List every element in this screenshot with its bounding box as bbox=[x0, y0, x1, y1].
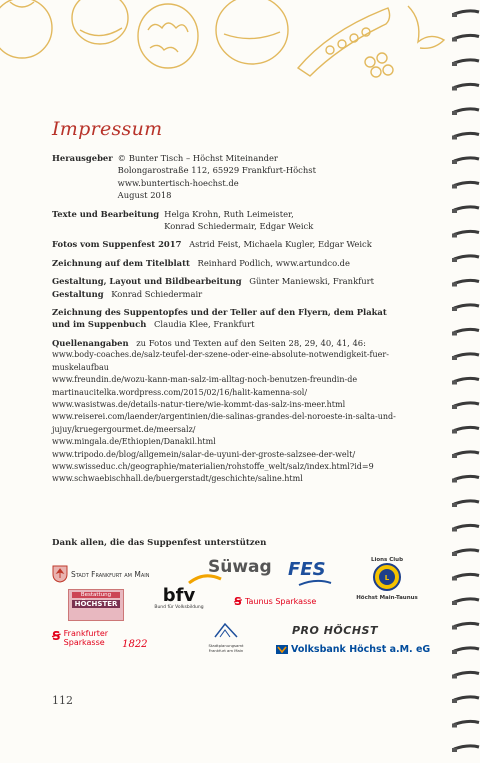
binding-ring bbox=[454, 452, 479, 455]
suewag-text: Süwag bbox=[208, 557, 272, 577]
binding-hole bbox=[452, 209, 457, 213]
binding-ring bbox=[454, 746, 479, 749]
binding-hole bbox=[452, 577, 457, 581]
frankfurter-sparkasse-text-2: Sparkasse bbox=[63, 638, 105, 647]
bfv-sub-text: Bund für Volksbildung bbox=[154, 605, 204, 610]
binding-hole bbox=[452, 13, 457, 17]
frankfurter-sparkasse-logo bbox=[52, 629, 148, 650]
source-url: www.reiserei.com/laender/argentinien/die-salinas-grandes-del-noroeste-in-salta-und- bbox=[52, 412, 396, 422]
binding-ring bbox=[454, 574, 479, 577]
texte-label: Texte und Bearbeitung bbox=[52, 208, 160, 219]
gestaltung-label-2: Gestaltung bbox=[52, 288, 104, 299]
binding-ring bbox=[454, 158, 479, 161]
binding-ring bbox=[454, 280, 479, 283]
spiral-binding bbox=[450, 0, 480, 763]
binding-hole bbox=[452, 601, 457, 605]
texte-block bbox=[52, 208, 430, 233]
tomato-sketch bbox=[0, 0, 52, 58]
binding-ring bbox=[454, 207, 479, 210]
binding-ring bbox=[454, 378, 479, 381]
fotos-value: Astrid Feist, Michaela Kugler, Edgar Weick bbox=[189, 239, 372, 250]
binding-hole bbox=[452, 724, 457, 728]
binding-hole bbox=[452, 136, 457, 140]
sponsor-logos bbox=[52, 557, 432, 667]
binding-ring bbox=[454, 599, 479, 602]
binding-ring bbox=[454, 721, 479, 724]
taunus-sparkasse-logo bbox=[234, 595, 316, 608]
vegetable-sketch-illustration bbox=[0, 0, 452, 100]
source-url: www.mingala.de/Ethiopien/Danakil.html bbox=[52, 437, 216, 447]
binding-hole bbox=[452, 503, 457, 507]
binding-ring bbox=[454, 427, 479, 430]
bfv-logo bbox=[148, 587, 210, 610]
bestattung-hoechster-logo bbox=[68, 589, 124, 621]
stadt-frankfurt-text: Stadt Frankfurt am Main bbox=[71, 569, 150, 579]
binding-ring bbox=[454, 11, 479, 14]
binding-hole bbox=[452, 528, 457, 532]
binding-ring bbox=[454, 84, 479, 87]
binding-hole bbox=[452, 454, 457, 458]
fes-swoosh-icon bbox=[298, 579, 332, 587]
binding-ring bbox=[454, 525, 479, 528]
frankfurter-sparkasse-year: 1822 bbox=[122, 639, 148, 650]
zeichnung-suppentopf-value: Claudia Klee, Frankfurt bbox=[153, 319, 255, 330]
binding-hole bbox=[452, 111, 457, 115]
herausgeber-line: August 2018 bbox=[117, 190, 172, 201]
texte-line: Konrad Schiedermair, Edgar Weick bbox=[164, 221, 314, 232]
binding-hole bbox=[452, 430, 457, 434]
fes-text: FES bbox=[288, 559, 326, 580]
binding-ring bbox=[454, 133, 479, 136]
pea-sketch bbox=[326, 46, 334, 54]
bestattung-text-2: HÖCHSTER bbox=[72, 600, 120, 608]
binding-hole bbox=[452, 356, 457, 360]
zeichnung-suppentopf-label: Zeichnung des Suppentopfes und der Teller auf den Flyern, dem Plakat bbox=[52, 307, 387, 318]
binding-ring bbox=[454, 329, 479, 332]
volksbank-text: Volksbank Höchst a.M. eG bbox=[291, 644, 431, 655]
binding-hole bbox=[452, 307, 457, 311]
binding-ring bbox=[454, 501, 479, 504]
binding-hole bbox=[452, 332, 457, 336]
binding-ring bbox=[454, 35, 479, 38]
binding-ring bbox=[454, 354, 479, 357]
binding-hole bbox=[452, 405, 457, 409]
source-url: www.wasistwas.de/details-natur-tiere/wie-kommt-das-salz-ins-meer.html bbox=[52, 399, 346, 409]
source-url: www.tripodo.de/blog/allgemein/salar-de-uyuni-der-groste-salzsee-der-welt/ bbox=[52, 449, 356, 459]
volksbank-icon bbox=[276, 645, 288, 654]
binding-ring bbox=[454, 231, 479, 234]
source-url: muskelaufbau bbox=[52, 362, 109, 372]
taunus-sparkasse-text: Taunus Sparkasse bbox=[244, 597, 317, 606]
eagle-crest-icon bbox=[52, 565, 68, 583]
binding-hole bbox=[452, 234, 457, 238]
zeichnung-suppentopf-block bbox=[52, 306, 430, 331]
binding-hole bbox=[452, 87, 457, 91]
herausgeber-label: Herausgeber bbox=[52, 153, 113, 163]
source-url: www.body-coaches.de/salz-teufel-der-szene-oder-eine-absolute-notwendigkeit-fuer- bbox=[52, 350, 389, 360]
binding-ring bbox=[454, 109, 479, 112]
cauliflower-sketch bbox=[138, 4, 198, 68]
binding-hole bbox=[452, 185, 457, 189]
binding-ring bbox=[454, 672, 479, 675]
quellen-intro: zu Fotos und Texten auf den Seiten 28, 29, 40, 41, 46: bbox=[136, 337, 366, 348]
pepper-sketch bbox=[298, 8, 390, 76]
stadtplanungsamt-logo bbox=[198, 621, 254, 653]
source-url: www.freundin.de/wozu-kann-man-salz-im-alltag-noch-benutzen-freundin-de bbox=[52, 375, 358, 385]
volksbank-logo bbox=[276, 644, 430, 655]
texte-values bbox=[164, 208, 313, 233]
herausgeber-block bbox=[52, 152, 430, 202]
binding-hole bbox=[452, 675, 457, 679]
binding-ring bbox=[454, 550, 479, 553]
page-title: Impressum bbox=[52, 118, 163, 140]
stadtplanung-symbol-icon bbox=[211, 621, 241, 639]
texte-line: Helga Krohn, Ruth Leimeister, bbox=[164, 208, 294, 219]
binding-ring bbox=[454, 648, 479, 651]
binding-ring bbox=[454, 182, 479, 185]
binding-ring bbox=[454, 623, 479, 626]
fotos-label: Fotos vom Suppenfest 2017 bbox=[52, 239, 182, 250]
binding-hole bbox=[452, 699, 457, 703]
pro-hoechst-text: PRO HÖCHST bbox=[292, 624, 378, 637]
lions-sub-text: Höchst Main-Taunus bbox=[356, 595, 418, 601]
herausgeber-line: © Bunter Tisch – Höchst Miteinander bbox=[117, 153, 278, 163]
sparkasse-s-icon: Ꞩ bbox=[234, 595, 242, 608]
zeichnung-suppentopf-label-2: und im Suppenbuch bbox=[52, 319, 147, 330]
binding-hole bbox=[452, 552, 457, 556]
frankfurter-sparkasse-text-1: Frankfurter bbox=[63, 629, 109, 638]
gestaltung-label: Gestaltung, Layout und Bildbearbeitung bbox=[52, 276, 242, 287]
fotos-block bbox=[52, 238, 430, 250]
pro-hoechst-logo bbox=[292, 619, 378, 638]
stadtplanung-text-1: Stadtplanungsamt bbox=[208, 643, 244, 648]
zeichnung-titel-value: Reinhard Podlich, www.artundco.de bbox=[197, 257, 350, 268]
impressum-content bbox=[52, 152, 430, 492]
source-url: martinaucitelka.wordpress.com/2015/02/16/halit-kamenna-sol/ bbox=[52, 387, 308, 397]
quellen-block bbox=[52, 337, 430, 486]
sparkasse-s-icon: Ꞩ bbox=[52, 629, 61, 643]
herausgeber-line: Bolongarostraße 112, 65929 Frankfurt-Höchst bbox=[117, 165, 316, 176]
binding-hole bbox=[452, 381, 457, 385]
zeichnung-titel-label: Zeichnung auf dem Titelblatt bbox=[52, 257, 190, 268]
binding-hole bbox=[452, 479, 457, 483]
lions-club-text: Lions Club bbox=[370, 557, 404, 563]
binding-hole bbox=[452, 283, 457, 287]
page-number: 112 bbox=[52, 694, 73, 707]
binding-hole bbox=[452, 62, 457, 66]
binding-ring bbox=[454, 403, 479, 406]
source-url: www.schwaebischhall.de/buergerstadt/geschichte/saline.html bbox=[52, 474, 303, 484]
gestaltung-value: Günter Maniewski, Frankfurt bbox=[249, 276, 375, 287]
herausgeber-values bbox=[118, 152, 316, 202]
source-url: jujuy/kruegergourmet.de/meersalz/ bbox=[52, 424, 196, 434]
binding-hole bbox=[452, 650, 457, 654]
thanks-heading: Dank allen, die das Suppenfest unterstützen bbox=[52, 538, 267, 548]
binding-hole bbox=[452, 160, 457, 164]
binding-ring bbox=[454, 256, 479, 259]
binding-hole bbox=[452, 258, 457, 262]
binding-ring bbox=[454, 697, 479, 700]
stadt-frankfurt-logo bbox=[52, 565, 149, 583]
binding-ring bbox=[454, 305, 479, 308]
gestaltung-value-2: Konrad Schiedermair bbox=[111, 288, 203, 299]
zeichnung-titel-block bbox=[52, 257, 430, 269]
binding-hole bbox=[452, 748, 457, 752]
melon-sketch bbox=[72, 0, 128, 44]
lions-club-logo bbox=[352, 557, 422, 601]
binding-hole bbox=[452, 626, 457, 630]
binding-ring bbox=[454, 476, 479, 479]
binding-hole bbox=[452, 38, 457, 42]
quellen-label: Quellenangaben bbox=[52, 337, 129, 348]
round-vegetable-sketch bbox=[216, 0, 288, 64]
gestaltung-block bbox=[52, 275, 430, 300]
herb-sketch bbox=[408, 6, 444, 48]
svg-text:L: L bbox=[384, 574, 390, 582]
bestattung-text-1: Bestattung bbox=[72, 592, 120, 598]
lions-emblem-icon bbox=[373, 563, 401, 591]
source-url: www.swisseduc.ch/geographie/materialien/rohstoffe_welt/salz/index.html?id=9 bbox=[52, 461, 374, 471]
bfv-text: bfv bbox=[162, 585, 196, 606]
binding-ring bbox=[454, 60, 479, 63]
herausgeber-line: www.buntertisch-hoechst.de bbox=[117, 177, 239, 188]
fes-logo bbox=[288, 559, 326, 580]
stadtplanung-text-2: Frankfurt am Main bbox=[208, 648, 244, 653]
